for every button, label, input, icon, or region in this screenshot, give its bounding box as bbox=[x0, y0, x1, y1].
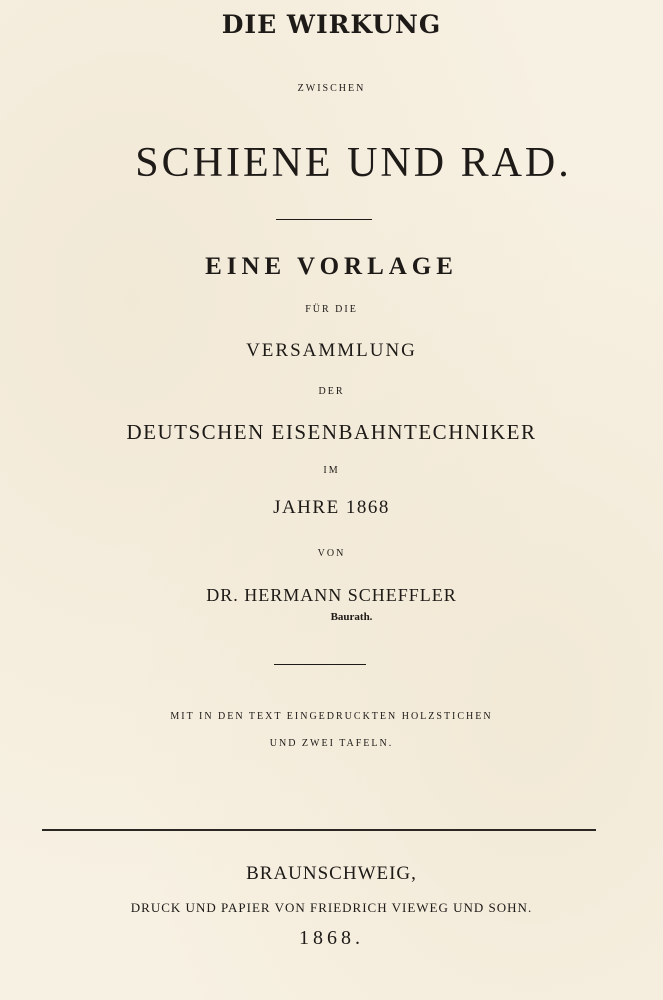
publication-year: 1868. bbox=[299, 927, 364, 949]
subtitle-connector: FÜR DIE bbox=[305, 304, 358, 315]
title-connector: ZWISCHEN bbox=[297, 83, 366, 94]
publication-place: BRAUNSCHWEIG, bbox=[246, 863, 417, 884]
assembly-title: VERSAMMLUNG bbox=[246, 340, 417, 361]
printer-line: DRUCK UND PAPIER VON FRIEDRICH VIEWEG UND SOHN. bbox=[130, 900, 533, 915]
imprint-rule bbox=[42, 829, 596, 831]
main-title: SCHIENE UND RAD. bbox=[135, 140, 572, 186]
title-top: DIE WIRKUNG bbox=[221, 10, 442, 39]
organization-name: DEUTSCHEN EISENBAHNTECHNIKER bbox=[126, 420, 537, 444]
divider-rule-2 bbox=[274, 664, 366, 665]
author-name: DR. HERMANN SCHEFFLER bbox=[206, 585, 457, 605]
illustrations-note-line1: MIT IN DEN TEXT EINGEDRUCKTEN HOLZSTICHEN bbox=[170, 711, 493, 722]
article-connector: DER bbox=[318, 386, 345, 397]
author-connector: VON bbox=[317, 548, 346, 559]
illustrations-note-line2: UND ZWEI TAFELN. bbox=[269, 738, 394, 749]
author-title: Baurath. bbox=[330, 611, 373, 623]
assembly-year: JAHRE 1868 bbox=[273, 497, 390, 518]
subtitle: EINE VORLAGE bbox=[205, 253, 458, 280]
divider-rule bbox=[276, 219, 372, 220]
year-connector: IM bbox=[323, 465, 340, 476]
